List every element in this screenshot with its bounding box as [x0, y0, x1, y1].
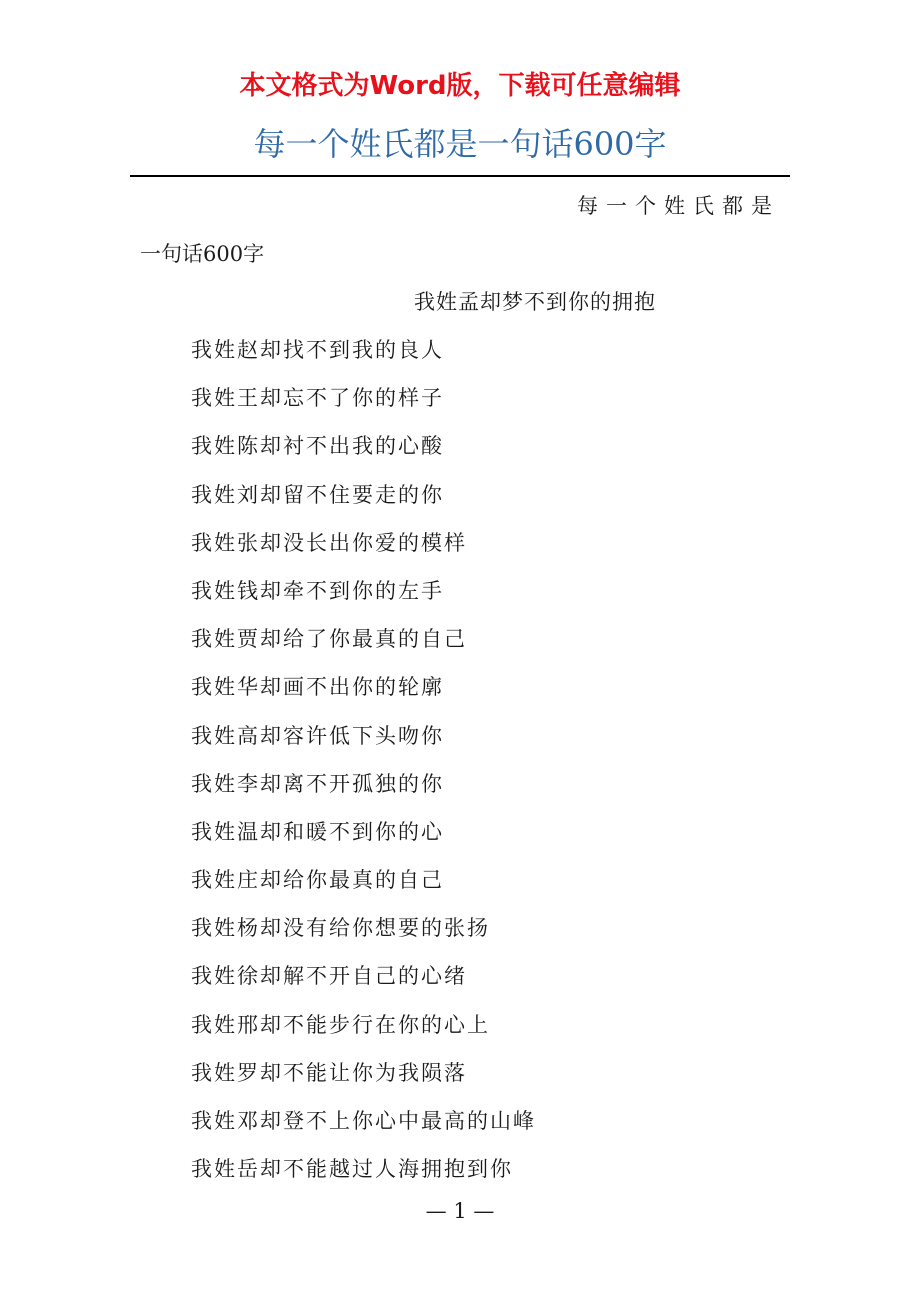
poem-opening-line: 我姓孟却梦不到你的拥抱 — [414, 290, 656, 314]
poem-line: 我姓杨却没有给你想要的张扬 — [191, 916, 490, 941]
essay-heading-line-1: 每一个姓氏都是 — [577, 194, 780, 218]
poem-line: 我姓罗却不能让你为我陨落 — [191, 1060, 467, 1085]
poem-line: 我姓李却离不开孤独的你 — [191, 771, 444, 796]
poem-line: 我姓贾却给了你最真的自己 — [191, 627, 467, 652]
poem-line: 我姓王却忘不了你的样子 — [191, 386, 444, 411]
poem-line: 我姓刘却留不住要走的你 — [191, 482, 444, 507]
poem-line: 我姓华却画不出你的轮廓 — [191, 675, 444, 700]
poem-lines — [191, 332, 536, 1199]
title-divider — [130, 175, 790, 177]
poem-line: 我姓钱却牵不到你的左手 — [191, 578, 444, 603]
poem-line: 我姓温却和暖不到你的心 — [191, 819, 444, 844]
poem-line: 我姓陈却衬不出我的心酸 — [191, 434, 444, 459]
poem-line: 我姓赵却找不到我的良人 — [191, 338, 444, 362]
poem-line: 我姓高却容许低下头吻你 — [191, 723, 444, 748]
poem-line: 我姓张却没长出你爱的模样 — [191, 530, 467, 555]
poem-line: 我姓徐却解不开自己的心绪 — [191, 964, 467, 989]
poem-line: 我姓岳却不能越过人海拥抱到你 — [191, 1157, 513, 1182]
document-title: 每一个姓氏都是一句话600字 — [253, 125, 667, 163]
page-number: — 1 — — [425, 1199, 495, 1223]
poem-line: 我姓庄却给你最真的自己 — [191, 868, 444, 893]
poem-line: 我姓邢却不能步行在你的心上 — [191, 1012, 490, 1037]
format-notice-banner: 本文格式为Word版，下载可任意编辑 — [239, 71, 681, 101]
poem-line: 我姓邓却登不上你心中最高的山峰 — [191, 1109, 536, 1133]
essay-heading-line-2: 一句话600字 — [140, 242, 265, 266]
